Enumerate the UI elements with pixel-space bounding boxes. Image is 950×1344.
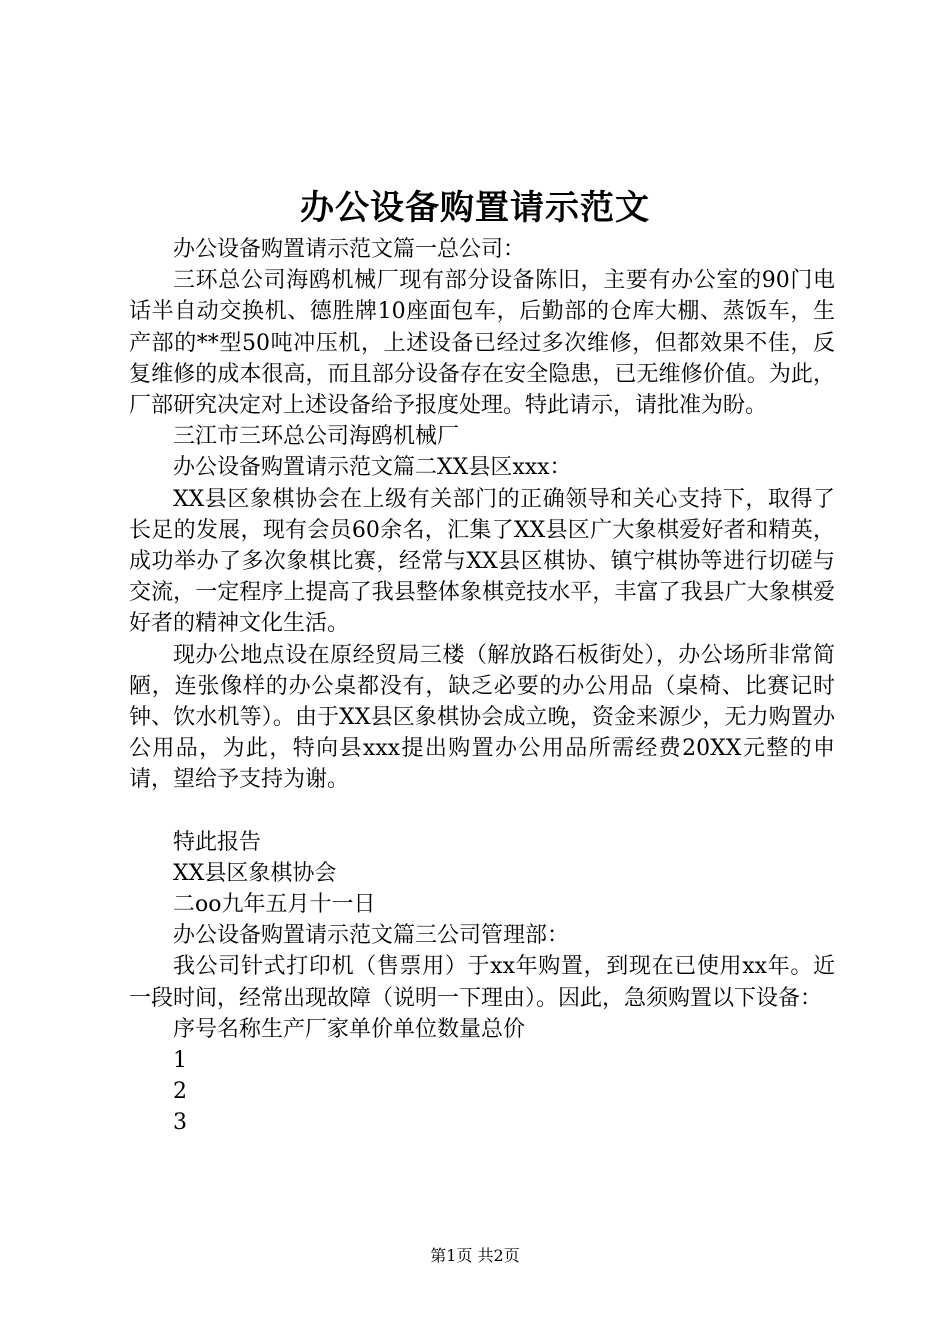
paragraph-section-3-heading: 办公设备购置请示范文篇三公司管理部： [173,923,570,949]
page-footer: 第1页 共2页 [430,1246,520,1265]
paragraph-section-2-signature: XX县区象棋协会 [173,860,337,886]
paragraph-section-2-date: 二oo九年五月十一日 [173,892,376,918]
paragraph-section-1-heading: 办公设备购置请示范文篇一总公司： [173,237,526,262]
paragraph-section-1-body: 三环总公司海鸥机械厂现有部分设备陈旧，主要有办公室的90门电话半自动交换机、德胜牌10座面包车，后勤部的仓库大棚、蒸饭车，生产部的**型50吨冲压机，上述设备已经过多次维修，但都效果不佳，反复维修的成本很高，而且部分设备存在安全隐患，已无维修价值。为此，厂部研究决定对上述设备给予报度处理。特此请示，请批准为盼。 [129,268,835,419]
paragraph-report-closing: 特此报告 [173,829,262,855]
document-title: 办公设备购置请示范文 [300,188,650,228]
paragraph-section-2-body-2: 现办公地点设在原经贸局三楼（解放路石板街处），办公场所非常简陋，连张像样的办公桌都没有，缺乏必要的办公用品（桌椅、比赛记时钟、饮水机等）。由于XX县区象棋协会成立晚，资金来源少，无力购置办公用品，为此，特向县xxx提出购置办公用品所需经费20XX元整的申请，望给予支持为谢。 [129,642,835,793]
table-header-line: 序号名称生产厂家单价单位数量总价 [173,1016,526,1042]
paragraph-section-2-body-1: XX县区象棋协会在上级有关部门的正确领导和关心支持下，取得了长足的发展，现有会员60余名，汇集了XX县区广大象棋爱好者和精英，成功举办了多次象棋比赛，经常与XX县区棋协、镇宁棋协等进行切磋与交流，一定程序上提高了我县整体象棋竞技水平，丰富了我县广大象棋爱好者的精神文化生活。 [129,486,835,637]
document-body [129,234,835,1139]
table-row-number: 1 [173,1048,187,1074]
table-row-number: 3 [173,1110,187,1136]
table-row-number: 2 [173,1079,187,1105]
paragraph-section-2-heading: 办公设备购置请示范文篇二XX县区xxx： [173,455,572,481]
paragraph-section-1-signature: 三江市三环总公司海鸥机械厂 [173,424,460,450]
paragraph-section-3-body: 我公司针式打印机（售票用）于xx年购置，到现在已使用xx年。近一段时间，经常出现故障（说明一下理由）。因此，急须购置以下设备： [129,954,835,1011]
